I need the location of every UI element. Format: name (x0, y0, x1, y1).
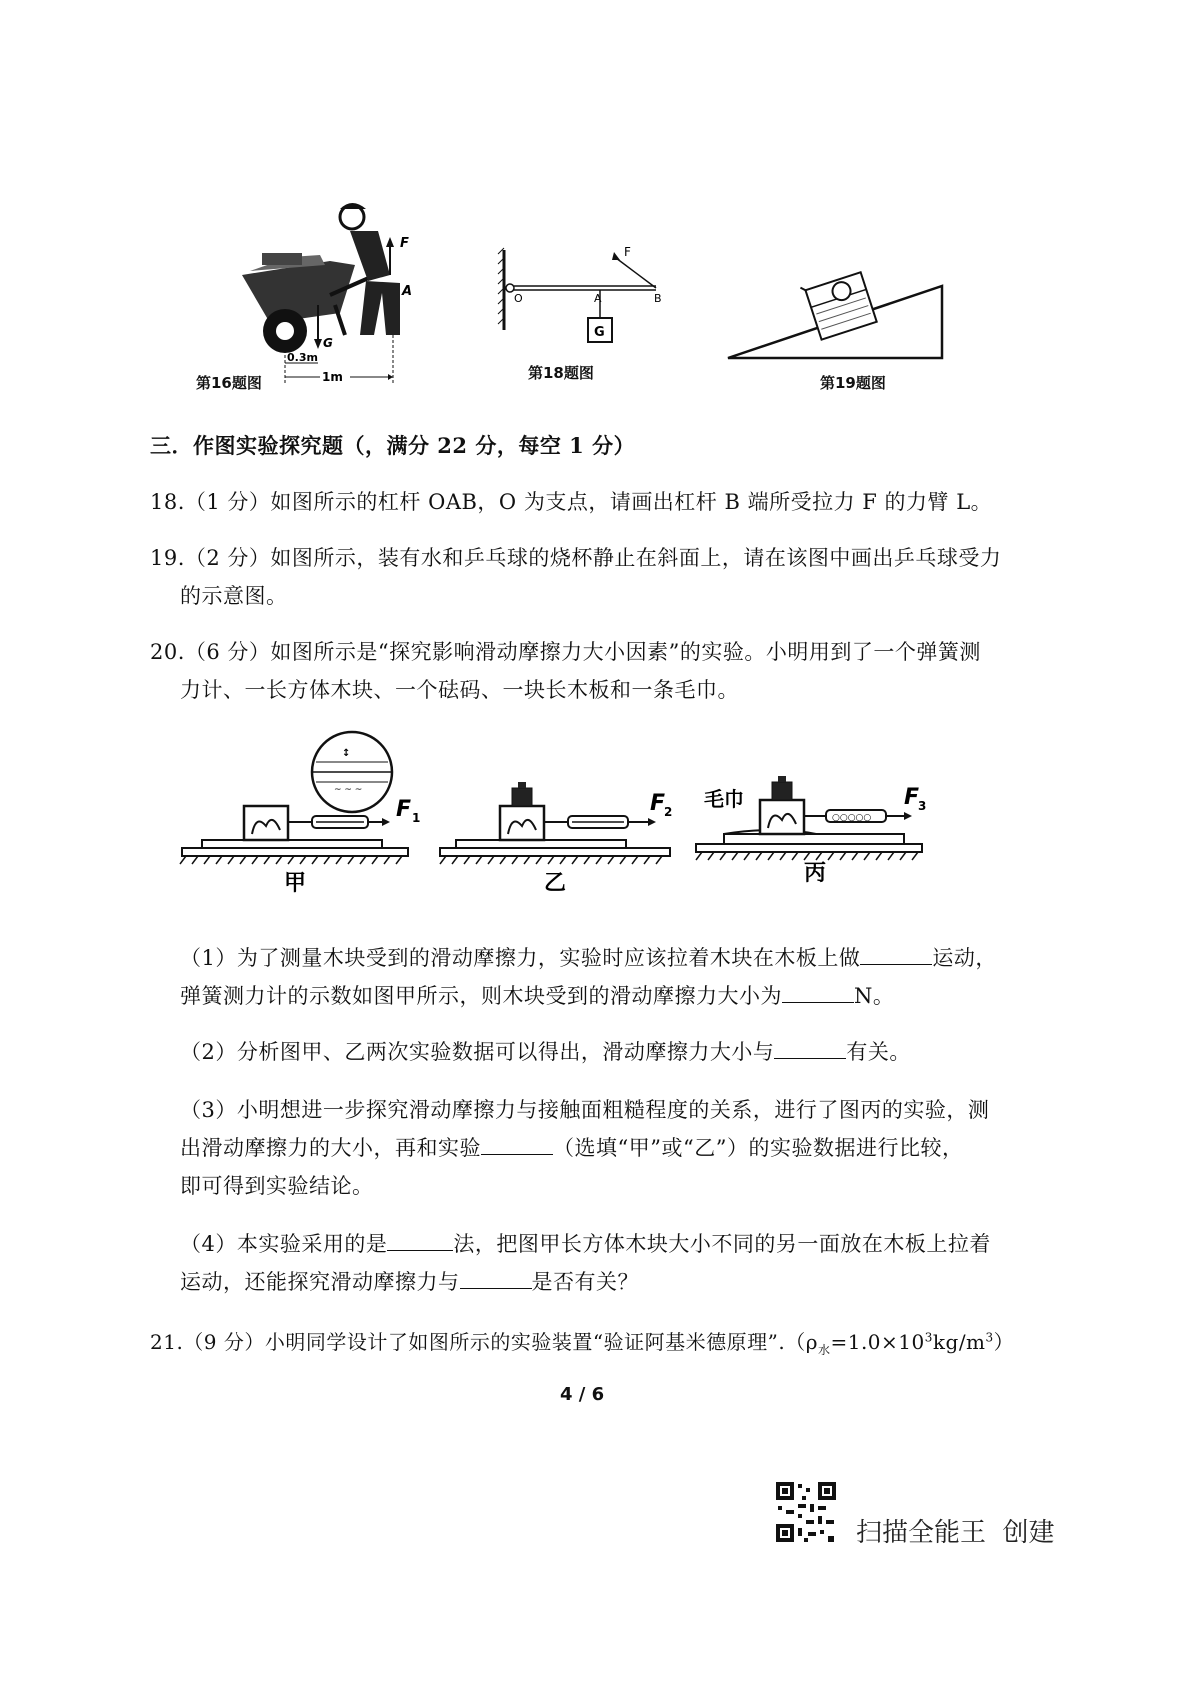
fig18-label-G: G (594, 325, 605, 340)
q21-text-c: kg/m (932, 1330, 986, 1354)
q21-text-d: ） (993, 1330, 1015, 1354)
q20-p4-line2 (180, 1266, 639, 1296)
section-3-title: 三．作图实验探究题（，满分 22 分，每空 1 分） (150, 433, 636, 458)
fig16-caption: 第16题图 (196, 374, 262, 392)
q20-p3-blank[interactable] (481, 1136, 553, 1155)
q18-text: 18.（1 分）如图所示的杠杆 OAB，O 为支点，请画出杠杆 B 端所受拉力 F 的力臂 L。 (150, 490, 993, 514)
label-F1-sub: 1 (412, 811, 421, 825)
figure-20-experiments (176, 730, 936, 900)
label-F2: F (650, 791, 666, 816)
q20-line2: 力计、一长方体木块、一个砝码、一块长木板和一条毛巾。 (180, 678, 739, 702)
label-F1: F (396, 797, 412, 822)
q21-text (150, 1326, 1014, 1358)
svg-text:↕: ↕ (342, 748, 351, 759)
fig16-dim-short: 0.3m (287, 351, 318, 364)
q20-p3-text-a: 出滑动摩擦力的大小，再和实验 (180, 1136, 481, 1160)
svg-text:~ ~ ~: ~ ~ ~ (334, 785, 363, 795)
fig16-label-G: G (323, 336, 333, 350)
svg-text:○○○○○: ○○○○○ (832, 813, 872, 823)
fig16-dim-long: 1m (322, 370, 343, 384)
q20-p4-blank-2[interactable] (460, 1270, 532, 1289)
qr-code-icon (774, 1480, 838, 1544)
q20-p2-text-b: 有关。 (846, 1040, 911, 1064)
figure-18-lever (490, 240, 680, 360)
q20-p1-text-a: （1）为了测量木块受到的滑动摩擦力，实验时应该拉着木块在木板上做 (180, 946, 861, 970)
experiment-yi (440, 782, 672, 896)
fig16-label-F: F (400, 236, 409, 251)
q20-p1-line2 (180, 980, 894, 1010)
q19-line1: 19.（2 分）如图所示，装有水和乒乓球的烧杯静止在斜面上，请在该图中画出乒乓球受力 (150, 546, 1002, 570)
page-number: 4 / 6 (560, 1384, 605, 1405)
q20-p1-line1 (180, 942, 997, 972)
label-F2-sub: 2 (664, 805, 673, 819)
q21-text-a: 21.（9 分）小明同学设计了如图所示的实验装置“验证阿基米德原理”.（ρ (150, 1330, 818, 1354)
q21-exp: 3 (924, 1330, 933, 1345)
figure-19-incline (722, 262, 952, 372)
q19-line2: 的示意图。 (180, 584, 288, 608)
q20-line1: 20.（6 分）如图所示是“探究影响滑动摩擦力大小因素”的实验。小明用到了一个弹簧测 (150, 640, 981, 664)
experiment-bing (696, 776, 926, 886)
label-jia: 甲 (284, 871, 307, 896)
q21-exp2: 3 (985, 1330, 994, 1345)
q20-p4-text-c: 运动，还能探究滑动摩擦力与 (180, 1270, 460, 1294)
figure-16-wheelbarrow (190, 195, 430, 395)
fig18-label-O: O (514, 292, 523, 305)
label-towel: 毛巾 (704, 787, 744, 811)
q20-p1-text-b: 运动， (932, 946, 997, 970)
q20-p4-text-a: （4）本实验采用的是 (180, 1232, 388, 1256)
q20-p2-text-a: （2）分析图甲、乙两次实验数据可以得出，滑动摩擦力大小与 (180, 1040, 775, 1064)
q20-p3-line2 (180, 1132, 963, 1162)
q21-text-b: =1.0×10 (830, 1330, 925, 1354)
q20-p1-blank-1[interactable] (860, 946, 932, 965)
q20-p2 (180, 1036, 911, 1066)
q20-p1-text-c: 弹簧测力计的示数如图甲所示，则木块受到的滑动摩擦力大小为 (180, 984, 782, 1008)
label-bing: 丙 (804, 861, 827, 886)
q20-p3-line1: （3）小明想进一步探究滑动摩擦力与接触面粗糙程度的关系，进行了图丙的实验，测 (180, 1098, 990, 1122)
fig18-label-B: B (654, 292, 662, 305)
label-F3-sub: 3 (918, 799, 927, 813)
fig16-label-A: A (402, 284, 413, 299)
fig18-label-F: F (624, 245, 631, 259)
q20-p4-text-d: 是否有关？ (531, 1270, 639, 1294)
fig18-label-A: A (594, 292, 602, 305)
label-yi: 乙 (544, 871, 567, 896)
fig18-caption: 第18题图 (528, 364, 594, 382)
q20-p4-text-b: 法，把图甲长方体木块大小不同的另一面放在木板上拉着 (453, 1232, 991, 1256)
watermark-text: 扫描全能王 创建 (856, 1518, 1055, 1548)
q20-p2-blank[interactable] (774, 1040, 846, 1059)
fig19-caption: 第19题图 (820, 374, 886, 392)
q20-p1-text-d: N。 (854, 984, 895, 1008)
q20-p3-text-b: （选填“甲”或“乙”）的实验数据进行比较， (553, 1136, 964, 1160)
label-F3: F (904, 785, 920, 810)
q20-p1-blank-2[interactable] (782, 984, 854, 1003)
experiment-jia (180, 732, 420, 896)
q20-p4-line1 (180, 1228, 991, 1258)
q20-p4-blank-1[interactable] (387, 1232, 453, 1251)
q20-p3-line3: 即可得到实验结论。 (180, 1174, 374, 1198)
q21-rho-sub: 水 (817, 1343, 831, 1357)
